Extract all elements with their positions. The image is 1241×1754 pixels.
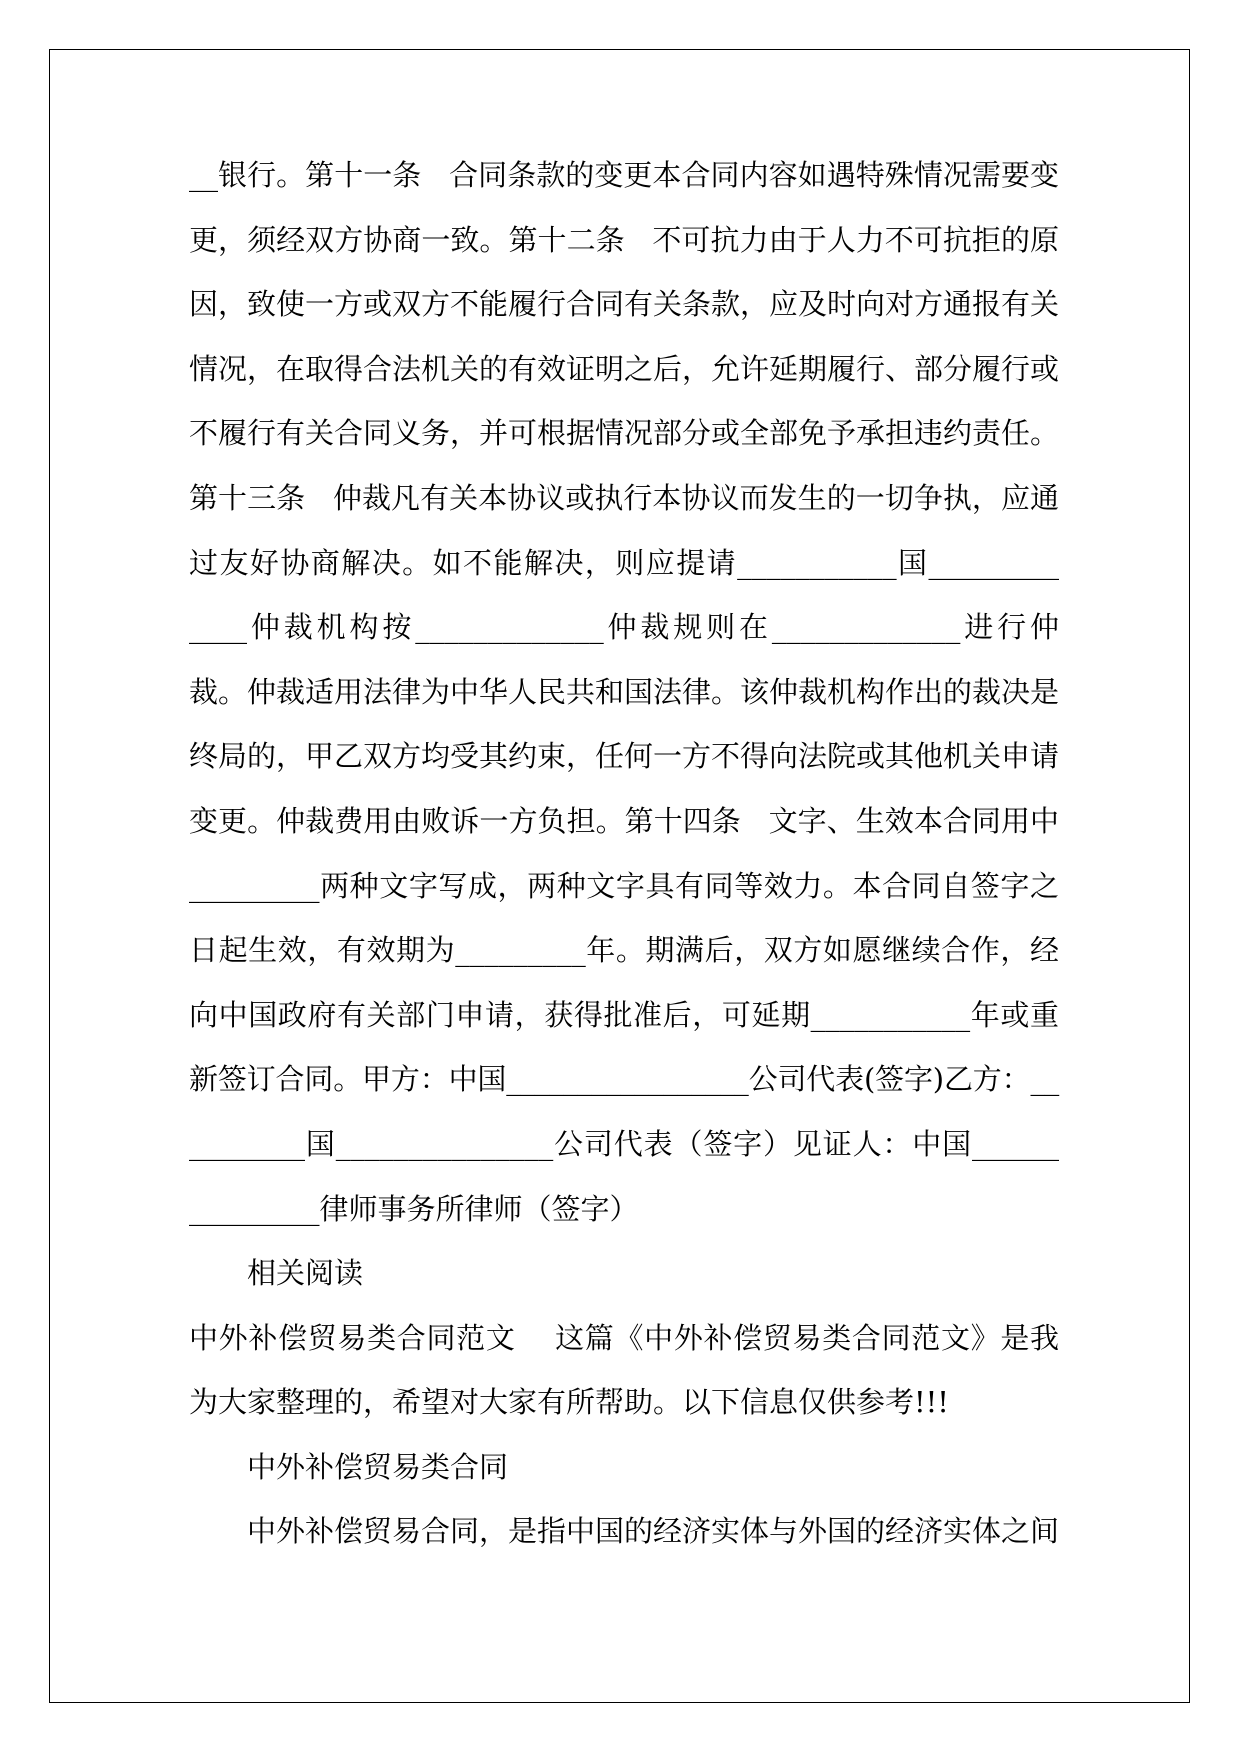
text-line: 不履行有关合同义务，并可根据情况部分或全部免予承担违约责任。 bbox=[189, 416, 1060, 451]
text-line: _________律师事务所律师（签字） bbox=[189, 1191, 639, 1226]
text-line: 为大家整理的，希望对大家有所帮助。以下信息仅供参考!!! bbox=[189, 1385, 949, 1420]
text-line: 裁。仲裁适用法律为中华人民共和国法律。该仲裁机构作出的裁决是 bbox=[189, 674, 1060, 709]
document-body bbox=[189, 155, 1059, 1576]
section-heading-contract-title: 中外补偿贸易类合同 bbox=[247, 1449, 509, 1484]
text-line: 终局的，甲乙双方均受其约束，任何一方不得向法院或其他机关申请 bbox=[189, 739, 1060, 774]
text-line: 过友好协商解决。如不能解决，则应提请___________国_________ bbox=[189, 545, 1059, 580]
text-line: ________国_______________公司代表（签字）见证人：中国______ bbox=[189, 1126, 1059, 1161]
text-line: 情况，在取得合法机关的有效证明之后，允许延期履行、部分履行或 bbox=[189, 351, 1060, 386]
text-line: _________两种文字写成，两种文字具有同等效力。本合同自签字之 bbox=[189, 868, 1059, 903]
text-line: 第十三条 仲裁凡有关本协议或执行本协议而发生的一切争执，应通 bbox=[189, 480, 1059, 515]
text-line: 因，致使一方或双方不能履行合同有关条款，应及时向对方通报有关 bbox=[189, 287, 1060, 322]
text-line: 新签订合同。甲方：中国_________________公司代表(签字)乙方：__ bbox=[189, 1062, 1059, 1097]
text-line: 向中国政府有关部门申请，获得批准后，可延期___________年或重 bbox=[189, 997, 1059, 1032]
text-line: 日起生效，有效期为_________年。期满后，双方如愿继续合作，经 bbox=[189, 933, 1059, 968]
section-heading-related-reading: 相关阅读 bbox=[247, 1256, 364, 1291]
text-line: 中外补偿贸易合同，是指中国的经济实体与外国的经济实体之间 bbox=[247, 1514, 1060, 1549]
text-line: 中外补偿贸易类合同范文 这篇《中外补偿贸易类合同范文》是我 bbox=[189, 1320, 1059, 1355]
text-line: 变更。仲裁费用由败诉一方负担。第十四条 文字、生效本合同用中 bbox=[189, 803, 1059, 838]
text-line: 更，须经双方协商一致。第十二条 不可抗力由于人力不可抗拒的原 bbox=[189, 222, 1059, 257]
text-line: __银行。第十一条 合同条款的变更本合同内容如遇特殊情况需要变 bbox=[189, 158, 1059, 192]
text-line: ____仲裁机构按_____________仲裁规则在_____________进行仲 bbox=[189, 610, 1059, 645]
